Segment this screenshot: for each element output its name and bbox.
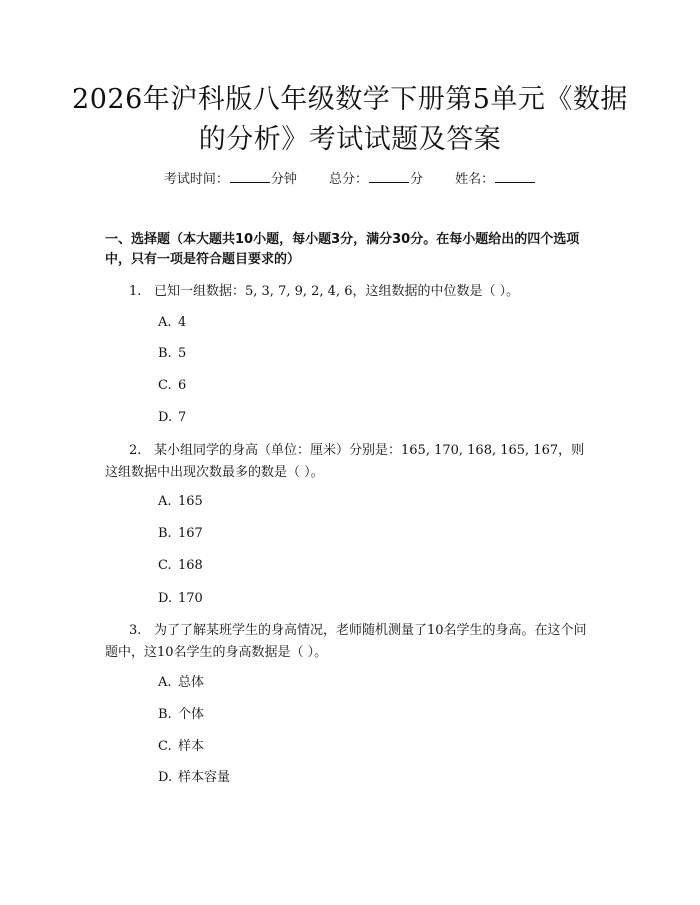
question-2 [105,440,595,484]
option-letter: D. [158,591,173,606]
option-letter: C. [158,739,172,754]
option-letter: B. [158,707,172,722]
total-score-unit: 分 [410,172,424,187]
option-letter: A. [158,315,172,330]
question-2-option-a [158,492,203,512]
question-1-option-b [158,344,186,364]
question-3-option-c [158,737,204,757]
total-score-label: 总分： [328,172,368,187]
question-2-option-b [158,524,203,544]
option-letter: C. [158,378,172,393]
student-name-label: 姓名： [455,172,495,187]
option-text: 170 [178,591,203,606]
option-text: 总体 [178,675,205,690]
exam-time-field [164,168,297,190]
option-letter: A. [158,494,172,509]
option-letter: B. [158,526,172,541]
page-title: 2026年沪科版八年级数学下册第5单元《数据的分析》考试试题及答案 [72,84,628,155]
question-text: 已知一组数据：5, 3, 7, 9, 2, 4, 6，这组数据的中位数是（ ）。 [154,284,520,299]
student-name-blank [495,168,535,183]
question-1-option-c [158,376,186,396]
option-text: 样本 [178,739,205,754]
option-text: 样本容量 [178,770,231,785]
question-3-option-b [158,705,204,725]
option-text: 5 [178,346,187,361]
question-2-option-d [158,589,203,609]
question-3 [105,620,595,664]
option-text: 168 [178,558,203,573]
question-text: 某小组同学的身高（单位：厘米）分别是：165, 170, 168, 165, 167，则这组数据中出现次数最多的数是（ ）。 [105,443,585,480]
question-3-option-a [158,673,204,693]
exam-time-unit: 分钟 [270,172,297,187]
option-letter: C. [158,558,172,573]
question-1 [105,281,595,303]
total-score-blank [369,168,409,183]
option-letter: D. [158,770,173,785]
option-text: 165 [178,494,203,509]
exam-time-label: 考试时间： [163,172,229,187]
question-number: 3. [129,623,142,638]
total-score-field [329,168,423,190]
option-letter: D. [158,410,173,425]
question-number: 1. [129,284,142,299]
option-text: 7 [178,410,187,425]
option-text: 个体 [178,707,205,722]
question-1-option-a [158,313,186,333]
exam-info-line [0,168,700,190]
option-text: 167 [178,526,203,541]
exam-time-blank [230,168,270,183]
question-3-option-d [158,768,230,788]
option-text: 4 [178,315,187,330]
student-name-field [455,168,536,190]
section-header: 一、选择题（本大题共10小题，每小题3分，满分30分。在每小题给出的四个选项中，只有一项是符合题目要求的） [105,232,580,267]
option-letter: B. [158,346,172,361]
question-number: 2. [129,443,142,458]
question-2-option-c [158,556,203,576]
option-letter: A. [158,675,172,690]
option-text: 6 [178,378,187,393]
question-text: 为了了解某班学生的身高情况，老师随机测量了10名学生的身高。在这个问题中，这10名学生的身高数据是（ ）。 [105,623,587,660]
question-1-option-d [158,408,186,428]
